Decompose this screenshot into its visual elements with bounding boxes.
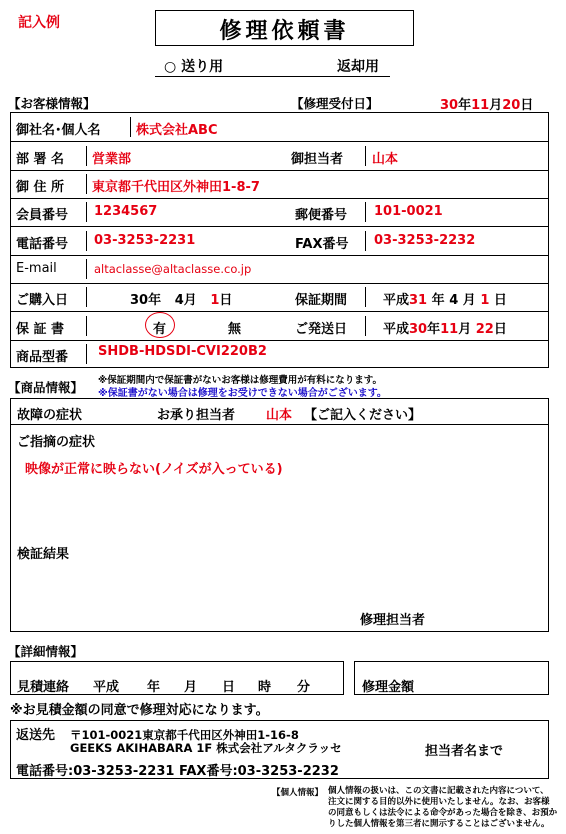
return-address-line2: GEEKS AKIHABARA 1F 株式会社アルタクラッセ [70,741,342,755]
estimate-minute[interactable]: 分 [297,680,311,695]
member-field[interactable]: 1234567 [94,204,158,219]
privacy-line: りした個人情報を第三者に開示することはございません。 [328,819,550,829]
return-phone: 電話番号:03-3253-2231 FAX番号:03-3253-2232 [16,764,339,779]
symptom-label: ご指摘の症状 [17,435,96,450]
option-send[interactable]: ○ 送り用 [164,59,224,75]
warranty-period-date[interactable]: 平成31 年 4 月 1 日 [383,293,507,308]
postal-field[interactable]: 101-0021 [374,204,443,219]
company-label: 御社名･個人名 [16,123,101,138]
postal-label: 郵便番号 [295,208,348,223]
model-label: 商品型番 [16,350,69,365]
consent-note: ※お見積金額の同意で修理対応になります。 [10,703,269,718]
member-label: 会員番号 [16,208,69,223]
details-section-label: 【詳細情報】 [8,644,84,659]
received-date: 30年11月20日 [440,98,534,113]
estimate-month[interactable]: 月 [184,680,198,695]
warranty-period-label: 保証期間 [295,293,348,308]
estimate-hour[interactable]: 時 [258,680,272,695]
product-section-label: 【商品情報】 [8,380,84,395]
purchase-date[interactable]: 30年 4月 1日 [130,293,233,308]
fill-note: 【ご記入ください】 [304,408,422,423]
department-field[interactable]: 営業部 [92,152,132,167]
email-field[interactable]: altaclasse@altaclasse.co.jp [94,262,252,276]
fault-label: 故障の症状 [17,408,83,423]
model-field[interactable]: SHDB-HDSDI-CVI220B2 [98,344,267,359]
privacy-line: 個人情報の扱いは、この文書に記載された内容について、 [328,786,549,796]
return-address-line1: 〒101-0021東京都千代田区外神田1-16-8 [70,728,299,742]
fax-label: FAX番号 [295,237,349,252]
received-label: 【修理受付日】 [291,96,379,111]
symptom-field[interactable]: 映像が正常に映らない(ノイズが入っている) [25,462,283,477]
warranty-refusal-note: ※保証書がない場合は修理をお受けできない場合がございます。 [98,388,387,399]
return-contact-label: 担当者名まで [425,744,504,759]
warranty-fee-note: ※保証期間内で保証書がないお客様は修理費用が有料になります。 [98,375,382,386]
department-label: 部 署 名 [16,152,65,167]
warranty-no-option[interactable]: 無 [228,322,242,337]
option-return[interactable]: 返却用 [337,59,379,75]
estimate-era: 平成 [93,680,120,695]
ship-date[interactable]: 平成30年11月 22日 [383,322,507,337]
phone-label: 電話番号 [16,237,69,252]
staff-label: お承り担当者 [157,408,236,423]
estimate-year[interactable]: 年 [147,680,161,695]
estimate-label: 見積連絡 [17,680,70,695]
privacy-label: 【個人情報】 [272,788,324,798]
return-label: 返送先 [16,728,56,743]
customer-section-label: 【お客様情報】 [8,96,96,111]
page-title: 修理依頼書 [219,19,350,44]
privacy-line: の同意もしくは法令による命令があった場合を除き、お預か [328,808,558,818]
fax-field[interactable]: 03-3253-2232 [374,233,476,248]
privacy-line: 注文に関する目的以外に使用いたしません。なお、お客様 [328,797,550,807]
sample-label: 記入例 [18,15,60,31]
privacy-text [328,786,557,830]
contact-field[interactable]: 山本 [372,152,399,167]
contact-label: 御担当者 [291,152,344,167]
warranty-yes-option[interactable]: 有 [153,322,167,337]
staff-field[interactable]: 山本 [266,408,293,423]
repair-amount-label: 修理金額 [362,680,415,695]
ship-date-label: ご発送日 [295,322,348,337]
repair-staff-label: 修理担当者 [360,613,426,628]
header-underline [155,76,390,77]
verify-label: 検証結果 [17,547,70,562]
email-label: E-mail [16,261,57,276]
warranty-doc-label: 保 証 書 [16,322,65,337]
company-field[interactable]: 株式会社ABC [136,123,218,138]
purchase-label: ご購入日 [16,293,69,308]
address-label: 御 住 所 [16,180,65,195]
estimate-day[interactable]: 日 [222,680,236,695]
address-field[interactable]: 東京都千代田区外神田1-8-7 [92,180,260,195]
phone-field[interactable]: 03-3253-2231 [94,233,196,248]
